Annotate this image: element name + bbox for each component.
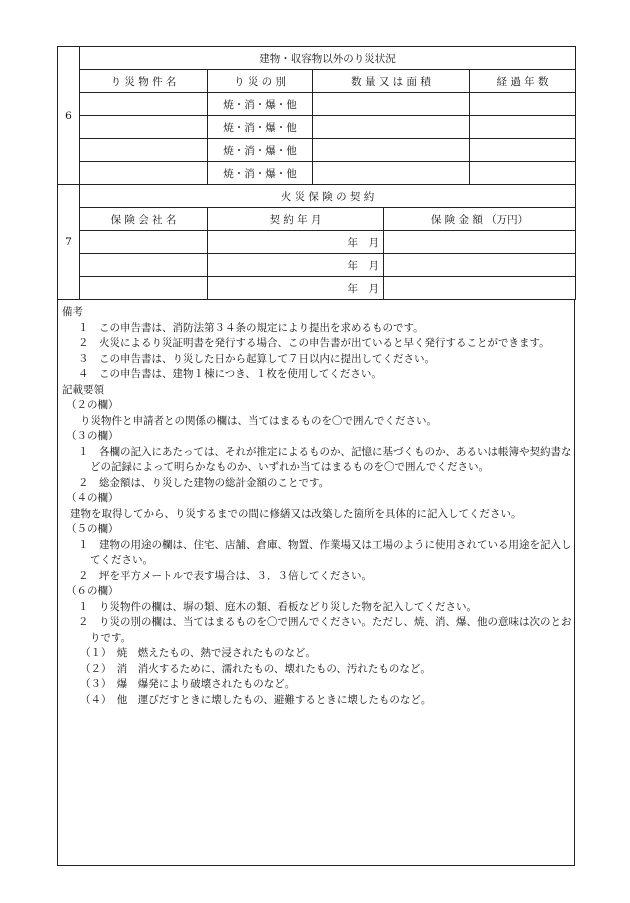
years-field[interactable] (470, 116, 576, 139)
definition-item: （４） 他 運びだすときに壊したもの、避難するときに壊したものなど。 (80, 693, 432, 706)
quantity-field[interactable] (313, 139, 470, 162)
definition-item: （３） 爆 爆発により破壊されたものなど。 (80, 678, 296, 690)
years-field[interactable] (470, 93, 576, 116)
note-item: ３ この申告書は、り災した日から起算して７日以内に提出してください。 (78, 352, 435, 365)
header-item-name: り 災 物 件 名 (80, 70, 208, 93)
instruction-text: １ 各欄の記入にあたっては、それが推定によるものか、記憶に基づくものか、あるいは帳簿や契約書などの記録によって明らかなものか、いずれか当てはまるものを〇で囲んでください。 (78, 445, 572, 473)
table-row (58, 162, 576, 185)
damage-type-field[interactable]: 焼・消・爆・他 (208, 93, 313, 116)
damage-type-field[interactable]: 焼・消・爆・他 (208, 139, 313, 162)
column-heading: （３の欄） (66, 430, 119, 442)
form-table (57, 46, 576, 300)
column-heading: （４の欄） (66, 492, 119, 504)
header-insured-amount: 保 険 金 額 （万円） (384, 208, 576, 231)
insured-amount-field[interactable] (384, 254, 576, 277)
item-name-field[interactable] (80, 116, 208, 139)
instructions-heading: 記載要領 (62, 383, 104, 396)
contract-date-field[interactable]: 年 月 (208, 277, 384, 300)
definition-item: （２） 消 消火するために、濡れたもの、壊れたもの、汚れたものなど。 (80, 662, 431, 675)
notes-heading: 備考 (62, 306, 83, 318)
section6-number: 6 (58, 47, 80, 185)
column-heading: （６の欄） (66, 585, 119, 597)
years-field[interactable] (470, 139, 576, 162)
definition-item: （１） 焼 燃えたもの、熱で浸されたものなど。 (80, 647, 316, 659)
table-row (58, 231, 576, 254)
notes-section (57, 300, 575, 866)
instruction-text: １ 建物の用途の欄は、住宅、店舗、倉庫、物置、作業場又は工場のように使用されている用途を記入してください。 (78, 538, 572, 566)
instruction-text: ２ り災の別の欄は、当てはまるものを〇で囲んでください。ただし、焼、消、爆、他の意味は次のとおりです。 (78, 616, 572, 644)
contract-date-field[interactable]: 年 月 (208, 231, 384, 254)
column-heading: （２の欄） (66, 399, 119, 411)
table-row (58, 254, 576, 277)
damage-type-field[interactable]: 焼・消・爆・他 (208, 116, 313, 139)
instruction-text: り災物件と申請者との関係の欄は、当てはまるものを〇で囲んでください。 (80, 414, 437, 427)
header-contract-date: 契 約 年 月 (208, 208, 384, 231)
quantity-field[interactable] (313, 162, 470, 185)
table-row (58, 116, 576, 139)
header-insurer-name: 保 険 会 社 名 (80, 208, 208, 231)
insured-amount-field[interactable] (384, 231, 576, 254)
instruction-text: 建物を取得してから、り災するまでの間に修繕又は改築した箇所を具体的に記入してください。 (70, 507, 522, 520)
instruction-text: ２ 坪を平方メートルで表す場合は、３．３倍してください。 (78, 569, 372, 582)
contract-date-field[interactable]: 年 月 (208, 254, 384, 277)
instruction-text: １ り災物件の欄は、塀の類、庭木の類、看板などり災した物を記入してください。 (78, 600, 477, 613)
section6-title: 建物・収容物以外のり災状況 (80, 47, 576, 70)
quantity-field[interactable] (313, 93, 470, 116)
item-name-field[interactable] (80, 162, 208, 185)
header-damage-type: り 災 の 別 (208, 70, 313, 93)
insurer-name-field[interactable] (80, 254, 208, 277)
header-elapsed-years: 経 過 年 数 (470, 70, 576, 93)
header-quantity-area: 数 量 又 は 面 積 (313, 70, 470, 93)
note-item: ４ この申告書は、建物１棟につき、１枚を使用してください。 (78, 368, 382, 380)
insurer-name-field[interactable] (80, 231, 208, 254)
damage-report-form (57, 46, 575, 866)
note-item: １ この申告書は、消防法第３４条の規定により提出を求めるものです。 (78, 321, 424, 334)
note-item: ２ 火災によるり災証明書を発行する場合、この申告書が出ていると早く発行することができます。 (78, 337, 550, 349)
years-field[interactable] (470, 162, 576, 185)
insurer-name-field[interactable] (80, 277, 208, 300)
column-heading: （５の欄） (66, 523, 119, 535)
table-row (58, 93, 576, 116)
quantity-field[interactable] (313, 116, 470, 139)
item-name-field[interactable] (80, 139, 208, 162)
section7-title: 火 災 保 険 の 契 約 (80, 185, 576, 208)
instruction-text: ２ 総金額は、り災した建物の総計金額のことです。 (78, 476, 330, 489)
damage-type-field[interactable]: 焼・消・爆・他 (208, 162, 313, 185)
section7-number: 7 (58, 185, 80, 300)
table-row (58, 277, 576, 300)
item-name-field[interactable] (80, 93, 208, 116)
insured-amount-field[interactable] (384, 277, 576, 300)
table-row (58, 139, 576, 162)
